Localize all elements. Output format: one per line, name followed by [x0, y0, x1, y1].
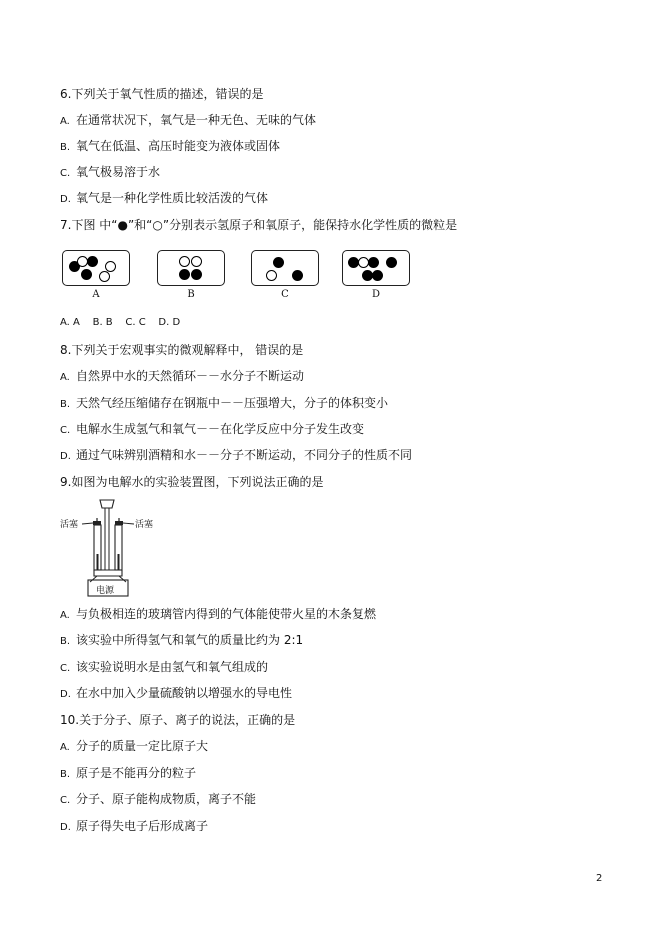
question-7-stem: 7.下图 中“●”和“○”分别表示氢原子和氧原子，能保持水化学性质的微粒是 — [60, 218, 458, 232]
molecule-figure-d — [342, 250, 410, 286]
hydrogen-atom-icon — [191, 269, 202, 280]
figure-label-b: B — [187, 289, 195, 300]
oxygen-atom-icon — [99, 271, 110, 282]
q8-option-a: A. 自然界中水的天然循环－－水分子不断运动 — [60, 369, 305, 383]
q8-option-c: C. 电解水生成氢气和氧气－－在化学反应中分子发生改变 — [60, 422, 365, 436]
question-8-stem: 8.下列关于宏观事实的微观解释中， 错误的是 — [60, 343, 304, 357]
hydrogen-atom-icon — [292, 270, 303, 281]
q6-option-d: D. 氧气是一种化学性质比较活泼的气体 — [60, 191, 269, 205]
oxygen-atom-icon — [266, 270, 277, 281]
q10-option-c: C. 分子、原子能构成物质，离子不能 — [60, 792, 257, 806]
figure-label-a: A — [92, 289, 100, 300]
q10-option-d: D. 原子得失电子后形成离子 — [60, 819, 209, 833]
figure-label-c: C — [281, 289, 289, 300]
hydrogen-atom-icon — [273, 257, 284, 268]
hydrogen-atom-icon — [386, 257, 397, 268]
question-9-stem: 9.如图为电解水的实验装置图，下列说法正确的是 — [60, 475, 324, 489]
figure-label-d: D — [371, 289, 381, 300]
molecule-figure-c — [251, 250, 319, 286]
molecule-figure-b — [157, 250, 225, 286]
oxygen-atom-icon — [105, 261, 116, 272]
left-stopcock-label: 活塞 — [60, 520, 79, 530]
hydrogen-atom-icon — [81, 269, 92, 280]
oxygen-atom-icon — [191, 256, 202, 267]
hydrogen-atom-icon — [87, 256, 98, 267]
hydrogen-atom-icon — [372, 270, 383, 281]
q8-option-d: D. 通过气味辨别酒精和水－－分子不断运动，不同分子的性质不同 — [60, 448, 413, 462]
q7-options: A. A B. B C. C D. D — [60, 317, 181, 328]
question-6-stem: 6.下列关于氧气性质的描述，错误的是 — [60, 87, 264, 101]
q9-option-a: A. 与负极相连的玻璃管内得到的气体能使带火星的木条复燃 — [60, 607, 377, 621]
question-10-stem: 10.关于分子、原子、离子的说法，正确的是 — [60, 713, 296, 727]
q9-option-c: C. 该实验说明水是由氢气和氧气组成的 — [60, 660, 269, 674]
q6-option-b: B. 氧气在低温、高压时能变为液体或固体 — [60, 139, 281, 153]
hydrogen-atom-icon — [179, 269, 190, 280]
q8-option-b: B. 天然气经压缩储存在钢瓶中－－压强增大，分子的体积变小 — [60, 396, 389, 410]
power-source-label: 电源 — [96, 586, 115, 596]
q6-option-a: A. 在通常状况下，氧气是一种无色、无味的气体 — [60, 113, 317, 127]
q6-option-c: C. 氧气极易溶于水 — [60, 165, 161, 179]
right-stopcock-label: 活塞 — [135, 520, 154, 530]
q10-option-b: B. 原子是不能再分的粒子 — [60, 766, 197, 780]
hydrogen-atom-icon — [368, 257, 379, 268]
oxygen-atom-icon — [179, 256, 190, 267]
molecule-figure-a — [62, 250, 130, 286]
q9-option-b: B. 该实验中所得氢气和氧气的质量比约为 2:1 — [60, 633, 304, 647]
q10-option-a: A. 分子的质量一定比原子大 — [60, 739, 209, 753]
page-number: 2 — [596, 873, 603, 884]
q9-option-d: D. 在水中加入少量硫酸钠以增强水的导电性 — [60, 686, 293, 700]
